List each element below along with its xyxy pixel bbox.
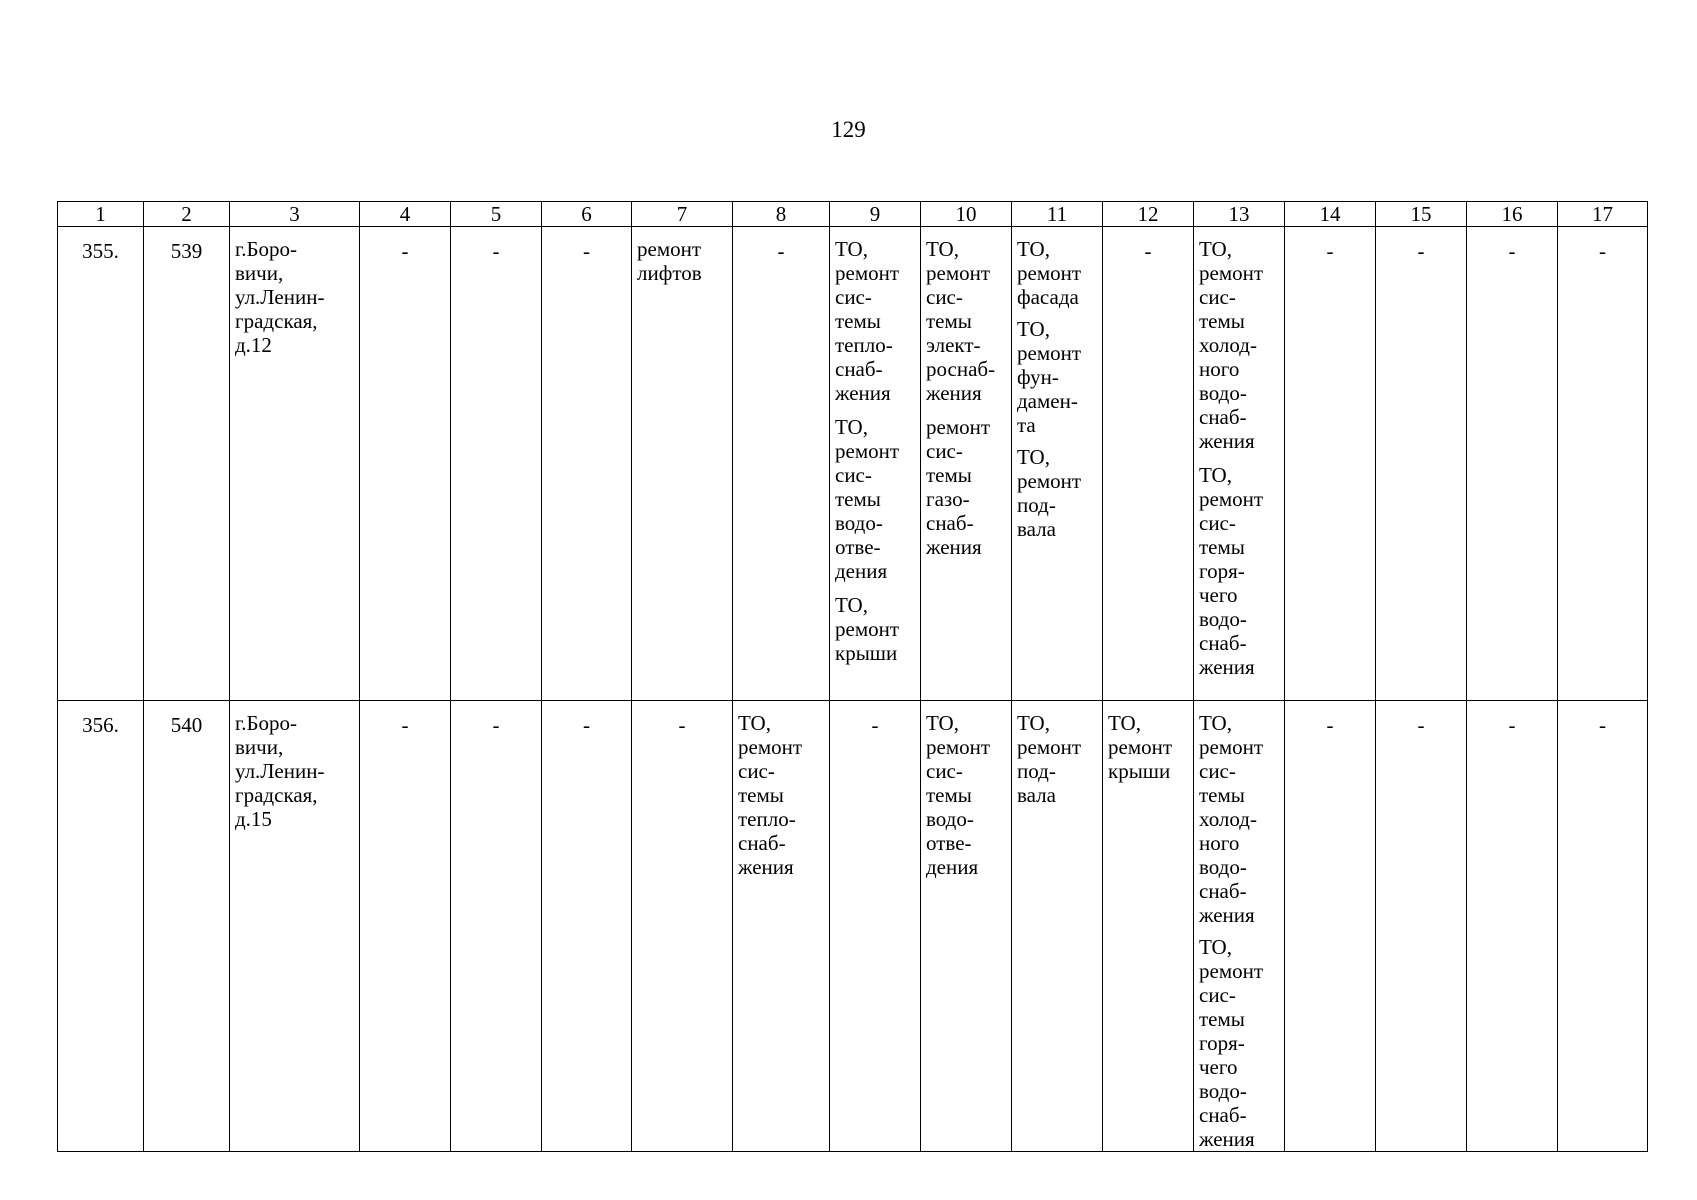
column-number: 9: [830, 202, 921, 227]
data-table: [57, 201, 1648, 1152]
address-cell: [230, 227, 360, 701]
work-item: ТО, ремонт под- вала: [1017, 445, 1082, 541]
column-number: 2: [144, 202, 230, 227]
cell-col-15: -: [1376, 701, 1467, 1152]
address-cell: [230, 701, 360, 1152]
column-number: 16: [1467, 202, 1558, 227]
column-number: 6: [542, 202, 632, 227]
cell-col-8: [733, 701, 830, 1152]
cell-col-14: -: [1285, 227, 1376, 701]
work-item: ТО, ремонт фасада: [1017, 237, 1082, 309]
column-number: 11: [1012, 202, 1103, 227]
building-id-cell: 539: [144, 227, 230, 701]
cell-col-7: [632, 227, 733, 701]
column-number: 14: [1285, 202, 1376, 227]
work-item: ТО, ремонт сис- темы холод- ного водо- снаб- жения: [1199, 711, 1264, 927]
cell-col-4: -: [360, 701, 451, 1152]
cell-col-12: -: [1103, 227, 1194, 701]
column-number: 17: [1558, 202, 1648, 227]
table-row: [58, 701, 1648, 1152]
cell-col-11: [1012, 701, 1103, 1152]
column-number: 5: [451, 202, 542, 227]
work-item: ТО, ремонт сис- темы горя- чего водо- снаб- жения: [1199, 935, 1264, 1151]
cell-col-4: -: [360, 227, 451, 701]
column-number-row: [58, 202, 1648, 227]
cell-col-16: -: [1467, 701, 1558, 1152]
cell-col-9: -: [830, 701, 921, 1152]
row-number-cell: 355.: [58, 227, 144, 701]
cell-col-12: [1103, 701, 1194, 1152]
table-row: [58, 227, 1648, 701]
work-item: ТО, ремонт крыши: [835, 593, 900, 665]
column-number: 4: [360, 202, 451, 227]
work-item: ТО, ремонт сис- темы холод- ного водо- снаб- жения: [1199, 237, 1264, 453]
column-number: 7: [632, 202, 733, 227]
column-number: 13: [1194, 202, 1285, 227]
column-number: 15: [1376, 202, 1467, 227]
column-number: 12: [1103, 202, 1194, 227]
cell-col-8: -: [733, 227, 830, 701]
column-number: 3: [230, 202, 360, 227]
work-item: ТО, ремонт сис- темы водо- отве- дения: [835, 415, 900, 583]
cell-col-13: [1194, 701, 1285, 1152]
cell-col-10: [921, 701, 1012, 1152]
work-item: ТО, ремонт сис- темы тепло- снаб- жения: [835, 237, 900, 405]
cell-col-9: [830, 227, 921, 701]
work-item: ТО, ремонт сис- темы тепло- снаб- жения: [738, 711, 803, 879]
column-number: 1: [58, 202, 144, 227]
work-item: ТО, ремонт крыши: [1108, 711, 1173, 783]
cell-col-5: -: [451, 227, 542, 701]
work-item: ремонт лифтов: [637, 237, 702, 285]
cell-col-15: -: [1376, 227, 1467, 701]
cell-col-5: -: [451, 701, 542, 1152]
cell-col-7: -: [632, 701, 733, 1152]
cell-col-17: -: [1558, 227, 1648, 701]
cell-col-11: [1012, 227, 1103, 701]
work-item: ТО, ремонт сис- темы элект- роснаб- жения: [926, 237, 996, 405]
cell-col-6: -: [542, 227, 632, 701]
work-item: ТО, ремонт фун- дамен- та: [1017, 317, 1082, 437]
column-number: 10: [921, 202, 1012, 227]
work-item: ремонт сис- темы газо- снаб- жения: [926, 415, 991, 559]
column-number: 8: [733, 202, 830, 227]
address-text: г.Боро- вичи, ул.Ленин- градская, д.12: [235, 237, 325, 357]
work-item: ТО, ремонт сис- темы горя- чего водо- снаб- жения: [1199, 463, 1264, 679]
page-number: 129: [831, 117, 866, 142]
cell-col-16: -: [1467, 227, 1558, 701]
building-id-cell: 540: [144, 701, 230, 1152]
cell-col-14: -: [1285, 701, 1376, 1152]
work-item: ТО, ремонт сис- темы водо- отве- дения: [926, 711, 991, 879]
row-number-cell: 356.: [58, 701, 144, 1152]
address-text: г.Боро- вичи, ул.Ленин- градская, д.15: [235, 711, 325, 831]
cell-col-17: -: [1558, 701, 1648, 1152]
cell-col-10: [921, 227, 1012, 701]
cell-col-6: -: [542, 701, 632, 1152]
work-item: ТО, ремонт под- вала: [1017, 711, 1082, 807]
cell-col-13: [1194, 227, 1285, 701]
